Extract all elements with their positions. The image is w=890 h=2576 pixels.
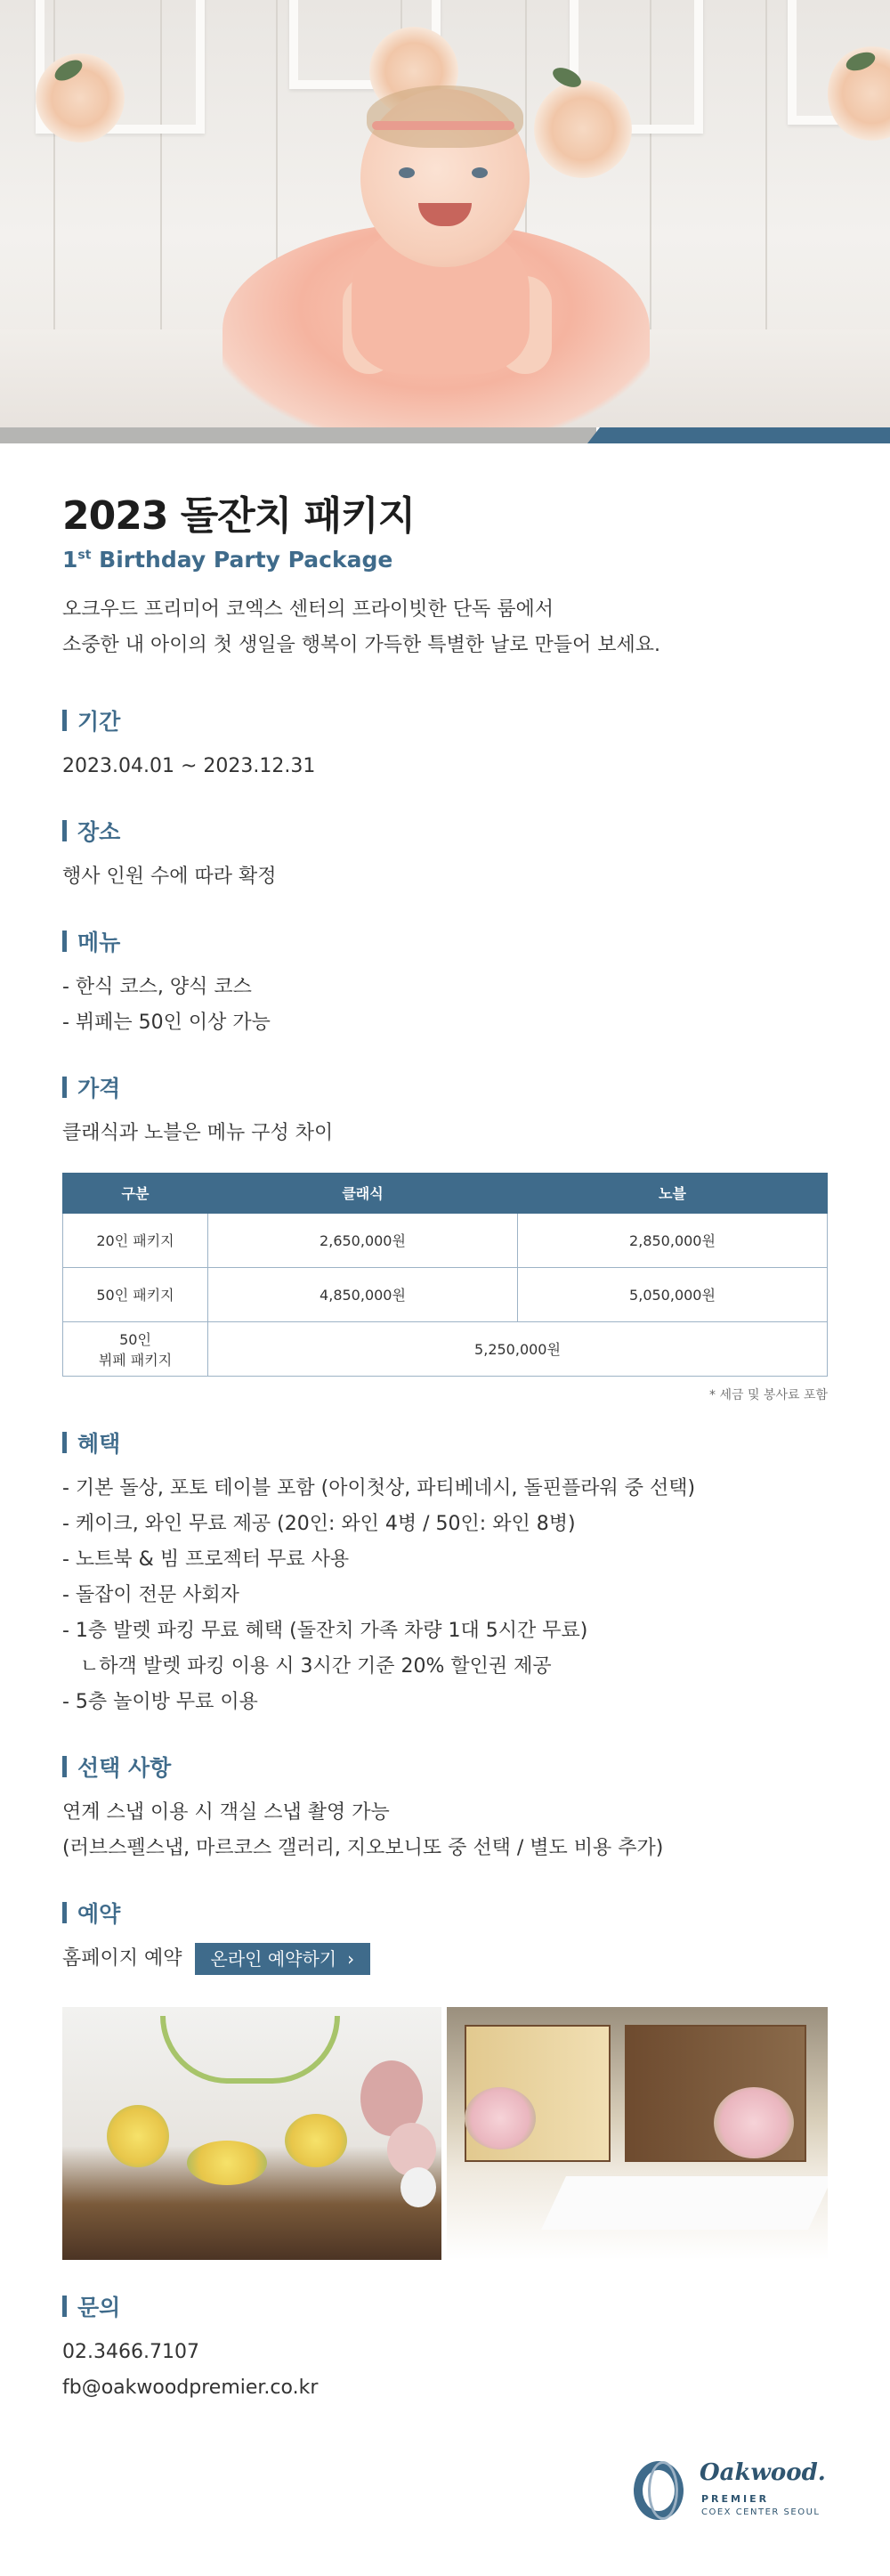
section-options <box>62 1751 828 1866</box>
page-title: 2023 돌잔치 패키지 <box>62 493 416 539</box>
table-header: 노블 <box>518 1173 828 1213</box>
list-item: - 돌잡이 전문 사회자 <box>62 1583 239 1606</box>
section-benefits <box>62 1426 828 1720</box>
section-heading: 예약 <box>62 1897 828 1929</box>
baby-headband <box>372 121 514 130</box>
table-row: 20인 패키지 2,650,000원 2,850,000원 <box>63 1213 828 1267</box>
options-text: 연계 스냅 이용 시 객실 스냅 촬영 가능 (러브스펠스냅, 마르코스 갤러리, 지오보니또 중 선택 / 별도 비용 추가) <box>62 1800 664 1859</box>
venue-text: 행사 인원 수에 따라 확정 <box>62 865 277 888</box>
oakwood-logo: Oakwood. PREMIER COEX CENTER SEOUL <box>634 2458 829 2529</box>
chevron-right-icon: › <box>347 1947 355 1970</box>
price-table <box>62 1173 828 1377</box>
list-item: - 1층 발렛 파킹 무료 혜택 (돌잔치 가족 차량 1대 5시간 무료) <box>62 1619 588 1642</box>
online-reservation-button[interactable]: 온라인 예약하기 › <box>195 1943 371 1975</box>
reservation-row <box>62 1941 828 1977</box>
list-subitem: ㄴ하객 발렛 파킹 이용 시 3시간 기준 20% 할인권 제공 <box>80 1654 552 1678</box>
table-row: 50인 뷔페 패키지 5,250,000원 <box>63 1321 828 1376</box>
list-item: - 뷔페는 50인 이상 가능 <box>62 1011 271 1034</box>
section-heading: 기간 <box>62 704 828 736</box>
period-text: 2023.04.01 ~ 2023.12.31 <box>62 754 316 777</box>
benefits-list <box>62 1471 828 1720</box>
photo-banquet-room <box>447 2007 828 2260</box>
section-period <box>62 704 828 784</box>
section-heading: 혜택 <box>62 1426 828 1459</box>
photo-birthday-table <box>62 2007 441 2260</box>
email-address[interactable]: fb@oakwoodpremier.co.kr <box>62 2377 319 2399</box>
section-heading: 문의 <box>62 2290 507 2322</box>
section-reservation <box>62 1897 828 1977</box>
section-price <box>62 1071 828 1403</box>
menu-list <box>62 970 828 1041</box>
table-header: 클래식 <box>208 1173 518 1213</box>
section-heading: 선택 사항 <box>62 1751 828 1783</box>
list-item: - 5층 놀이방 무료 이용 <box>62 1690 258 1713</box>
section-inquiry <box>62 2290 507 2406</box>
section-menu <box>62 925 828 1041</box>
page-subtitle: 1st Birthday Party Package <box>62 546 393 573</box>
hero-divider-grey <box>0 427 596 443</box>
hero-divider-blue <box>587 427 890 443</box>
intro-text: 오크우드 프리미어 코엑스 센터의 프라이빗한 단독 룸에서 소중한 내 아이의 첫 생일을 행복이 가득한 특별한 날로 만들어 보세요. <box>62 597 660 656</box>
reservation-text: 홈페이지 예약 <box>62 1946 182 1970</box>
section-heading: 가격 <box>62 1071 828 1103</box>
section-venue <box>62 815 828 895</box>
price-note: * 세금 및 봉사료 포함 <box>709 1387 828 1402</box>
list-item: - 한식 코스, 양식 코스 <box>62 975 252 998</box>
list-item: - 노트북 & 빔 프로젝터 무료 사용 <box>62 1548 350 1571</box>
table-row: 50인 패키지 4,850,000원 5,050,000원 <box>63 1267 828 1321</box>
main-content <box>62 494 828 1977</box>
flower-decoration <box>534 80 632 178</box>
hero-baby-photo <box>0 0 890 427</box>
table-header: 구분 <box>63 1173 208 1213</box>
list-item: - 기본 돌상, 포토 테이블 포함 (아이첫상, 파티베네시, 돌핀플라워 중 선택) <box>62 1476 696 1499</box>
section-heading: 장소 <box>62 815 828 847</box>
event-photos <box>62 2007 828 2260</box>
price-text: 클래식과 노블은 메뉴 구성 차이 <box>62 1121 334 1144</box>
list-item: - 케이크, 와인 무료 제공 (20인: 와인 4병 / 50인: 와인 8병) <box>62 1512 576 1535</box>
section-heading: 메뉴 <box>62 925 828 957</box>
phone-number[interactable]: 02.3466.7107 <box>62 2341 199 2363</box>
